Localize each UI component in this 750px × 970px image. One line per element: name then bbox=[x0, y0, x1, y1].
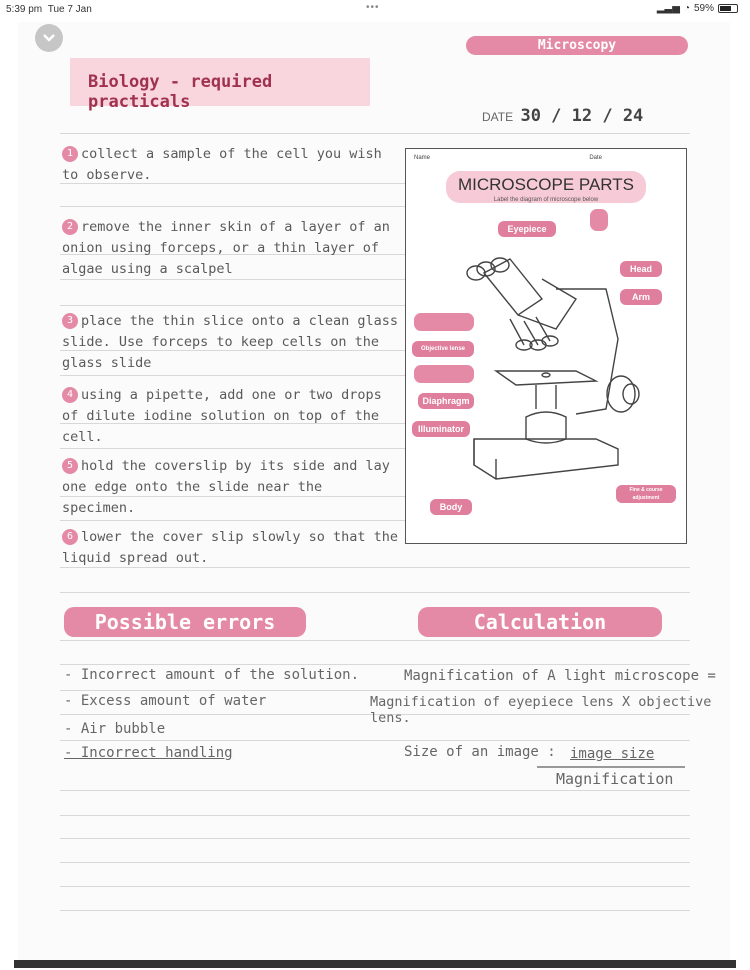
worksheet-subtitle: Label the diagram of microscope below bbox=[493, 197, 599, 203]
calculation-heading: Calculation bbox=[418, 607, 662, 637]
status-bar bbox=[0, 0, 750, 20]
errors-heading: Possible errors bbox=[64, 607, 306, 637]
step-5: 5 hold the coverslip by its side and lay one edge onto the slide near the specimen. bbox=[62, 458, 390, 516]
label-eyepiece[interactable]: Eyepiece bbox=[498, 221, 556, 237]
chevron-down-icon bbox=[42, 33, 56, 43]
microscope-worksheet[interactable] bbox=[405, 148, 687, 544]
step-number-badge: 3 bbox=[62, 313, 78, 329]
battery-icon bbox=[718, 4, 738, 13]
highlight-mark bbox=[414, 365, 474, 383]
step-6: 6 lower the cover slip slowly so that the liquid spread out. bbox=[62, 529, 398, 566]
step-number-badge: 4 bbox=[62, 387, 78, 403]
step-number-badge: 2 bbox=[62, 219, 78, 235]
collapse-button[interactable] bbox=[35, 24, 63, 52]
label-diaphragm[interactable]: Diaphragm bbox=[418, 393, 474, 409]
date-field: DATE 30 / 12 / 24 bbox=[482, 106, 644, 126]
error-item: - Excess amount of water bbox=[64, 693, 267, 709]
step-2: 2 remove the inner skin of a layer of an onion using forceps, or a thin layer of algae using a scalpel bbox=[62, 219, 390, 277]
bottom-edge bbox=[14, 960, 736, 968]
label-adjustment[interactable]: Fine & course adjustment bbox=[616, 485, 676, 503]
status-time: 5:39 pm Tue 7 Jan bbox=[6, 4, 92, 15]
size-label: Size of an image : bbox=[404, 744, 556, 760]
worksheet-date-label: Date bbox=[589, 155, 602, 161]
error-item: - Incorrect handling bbox=[64, 745, 233, 761]
step-number-badge: 1 bbox=[62, 146, 78, 162]
worksheet-title: MICROSCOPE PARTS bbox=[457, 175, 634, 194]
step-1: 1 collect a sample of the cell you wish to observe. bbox=[62, 146, 382, 183]
fraction-bar bbox=[537, 766, 685, 768]
label-objective[interactable]: Objective lense bbox=[412, 341, 474, 357]
calc-line-1: Magnification of A light microscope = bbox=[404, 668, 716, 684]
label-body[interactable]: Body bbox=[430, 499, 472, 515]
step-4: 4 using a pipette, add one or two drops of dilute iodine solution on top of the cell. bbox=[62, 387, 382, 445]
status-indicators bbox=[657, 3, 738, 14]
topic-tag: Microscopy bbox=[466, 36, 688, 55]
fraction-numerator: image size bbox=[570, 746, 655, 762]
fraction-denominator: Magnification bbox=[556, 770, 674, 788]
highlight-mark bbox=[414, 313, 474, 331]
step-3: 3 place the thin slice onto a clean glass slide. Use forceps to keep cells on the glass slide bbox=[62, 313, 398, 371]
battery-percent: 59% bbox=[693, 3, 714, 14]
title-banner bbox=[70, 58, 370, 112]
error-item: - Air bubble bbox=[64, 721, 166, 737]
page-title: Biology - required practicals bbox=[88, 72, 273, 112]
multitask-dots-icon[interactable]: ••• bbox=[366, 2, 380, 13]
step-number-badge: 5 bbox=[62, 458, 78, 474]
step-number-badge: 6 bbox=[62, 529, 78, 545]
highlight-mark bbox=[590, 209, 608, 231]
worksheet-name-label: Name bbox=[414, 155, 431, 161]
signal-icon: ▂▃▅ bbox=[656, 3, 680, 14]
error-item: - Incorrect amount of the solution. bbox=[64, 667, 360, 683]
calc-line-2: Magnification of eyepiece lens X objective lens. bbox=[370, 694, 712, 726]
label-arm[interactable]: Arm bbox=[620, 289, 662, 305]
label-head[interactable]: Head bbox=[620, 261, 662, 277]
wifi-icon: ◔ bbox=[683, 3, 690, 14]
label-illuminator[interactable]: Illuminator bbox=[412, 421, 470, 437]
date-value: 30 / 12 / 24 bbox=[520, 106, 644, 126]
